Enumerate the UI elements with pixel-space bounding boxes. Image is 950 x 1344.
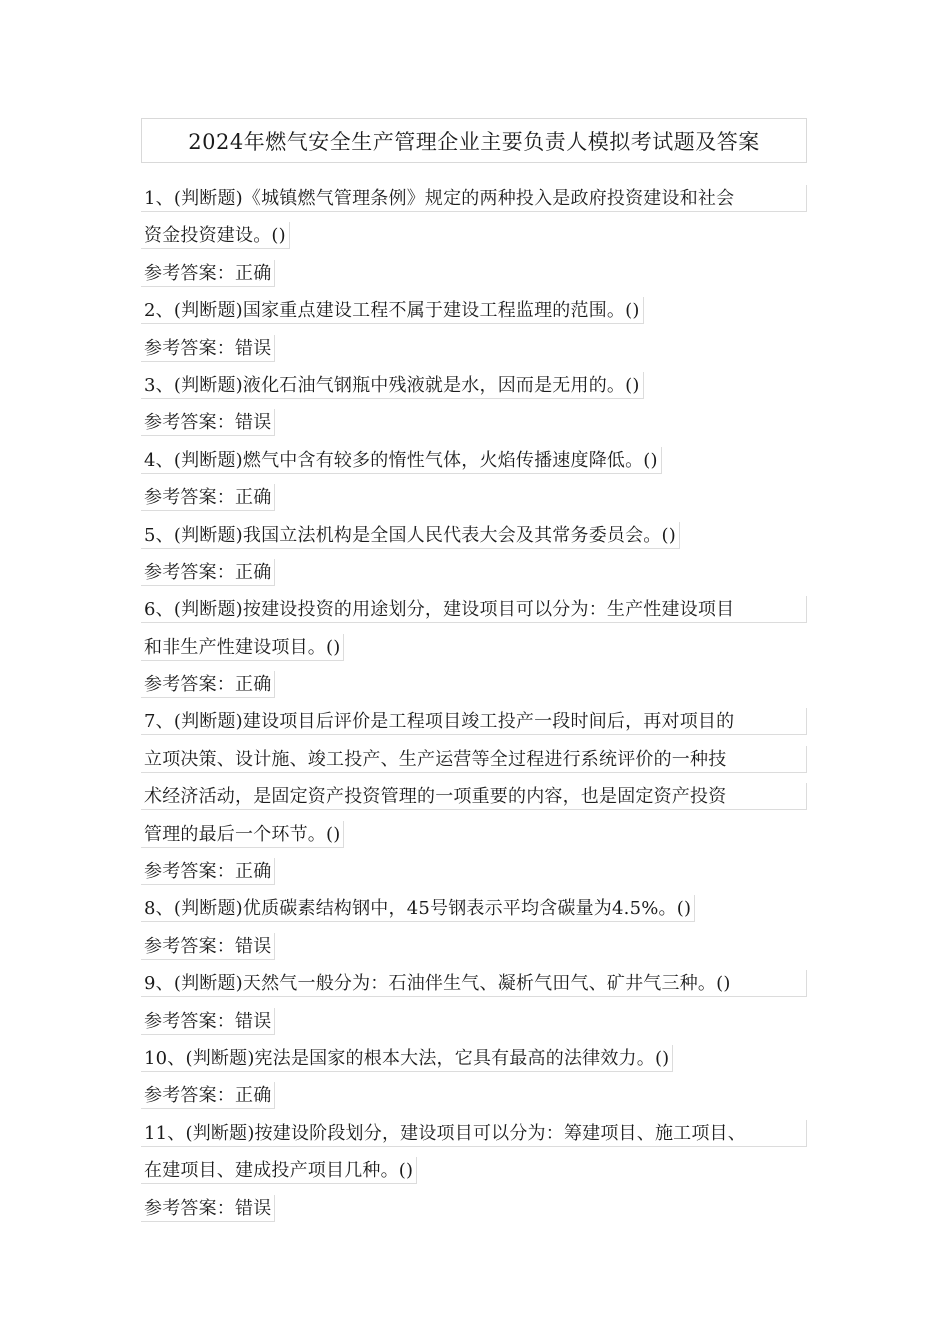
question-text-line: 9、(判断题)天然气一般分为：石油伴生气、凝析气田气、矿井气三种。() bbox=[141, 970, 807, 997]
question-item bbox=[141, 895, 811, 959]
question-text-line: 和非生产性建设项目。() bbox=[141, 634, 344, 661]
answer-line: 参考答案：错误 bbox=[141, 1195, 275, 1222]
question-text-line: 6、(判断题)按建设投资的用途划分，建设项目可以分为：生产性建设项目 bbox=[141, 596, 807, 623]
answer-line: 参考答案：错误 bbox=[141, 409, 275, 436]
question-item bbox=[141, 447, 811, 511]
question-item bbox=[141, 596, 811, 698]
question-item bbox=[141, 372, 811, 436]
question-item bbox=[141, 708, 811, 885]
answer-line: 参考答案：正确 bbox=[141, 1082, 275, 1109]
question-item bbox=[141, 522, 811, 586]
question-item bbox=[141, 1120, 811, 1222]
question-text-line: 2、(判断题)国家重点建设工程不属于建设工程监理的范围。() bbox=[141, 297, 644, 324]
question-item bbox=[141, 297, 811, 361]
question-text-line: 3、(判断题)液化石油气钢瓶中残液就是水，因而是无用的。() bbox=[141, 372, 644, 399]
answer-line: 参考答案：正确 bbox=[141, 260, 275, 287]
question-text-line: 立项决策、设计施、竣工投产、生产运营等全过程进行系统评价的一种技 bbox=[141, 746, 807, 773]
answer-line: 参考答案：错误 bbox=[141, 1008, 275, 1035]
question-text-line: 1、(判断题)《城镇燃气管理条例》规定的两种投入是政府投资建设和社会 bbox=[141, 185, 807, 212]
answer-line: 参考答案：正确 bbox=[141, 671, 275, 698]
question-text-line: 管理的最后一个环节。() bbox=[141, 821, 344, 848]
question-text-line: 8、(判断题)优质碳素结构钢中，45号钢表示平均含碳量为4.5%。() bbox=[141, 895, 695, 922]
question-item bbox=[141, 1045, 811, 1109]
answer-line: 参考答案：错误 bbox=[141, 933, 275, 960]
question-text-line: 7、(判断题)建设项目后评价是工程项目竣工投产一段时间后，再对项目的 bbox=[141, 708, 807, 735]
answer-line: 参考答案：正确 bbox=[141, 858, 275, 885]
answer-line: 参考答案：错误 bbox=[141, 335, 275, 362]
question-text-line: 10、(判断题)宪法是国家的根本大法，它具有最高的法律效力。() bbox=[141, 1045, 673, 1072]
answer-line: 参考答案：正确 bbox=[141, 559, 275, 586]
question-list bbox=[141, 185, 811, 1232]
answer-line: 参考答案：正确 bbox=[141, 484, 275, 511]
question-text-line: 11、(判断题)按建设阶段划分，建设项目可以分为：筹建项目、施工项目、 bbox=[141, 1120, 807, 1147]
question-text-line: 4、(判断题)燃气中含有较多的惰性气体，火焰传播速度降低。() bbox=[141, 447, 662, 474]
question-text-line: 术经济活动，是固定资产投资管理的一项重要的内容，也是固定资产投资 bbox=[141, 783, 807, 810]
document-title: 2024年燃气安全生产管理企业主要负责人模拟考试题及答案 bbox=[141, 118, 807, 163]
question-text-line: 资金投资建设。() bbox=[141, 222, 290, 249]
question-text-line: 5、(判断题)我国立法机构是全国人民代表大会及其常务委员会。() bbox=[141, 522, 680, 549]
question-text-line: 在建项目、建成投产项目几种。() bbox=[141, 1157, 417, 1184]
question-item bbox=[141, 970, 811, 1034]
question-item bbox=[141, 185, 811, 287]
